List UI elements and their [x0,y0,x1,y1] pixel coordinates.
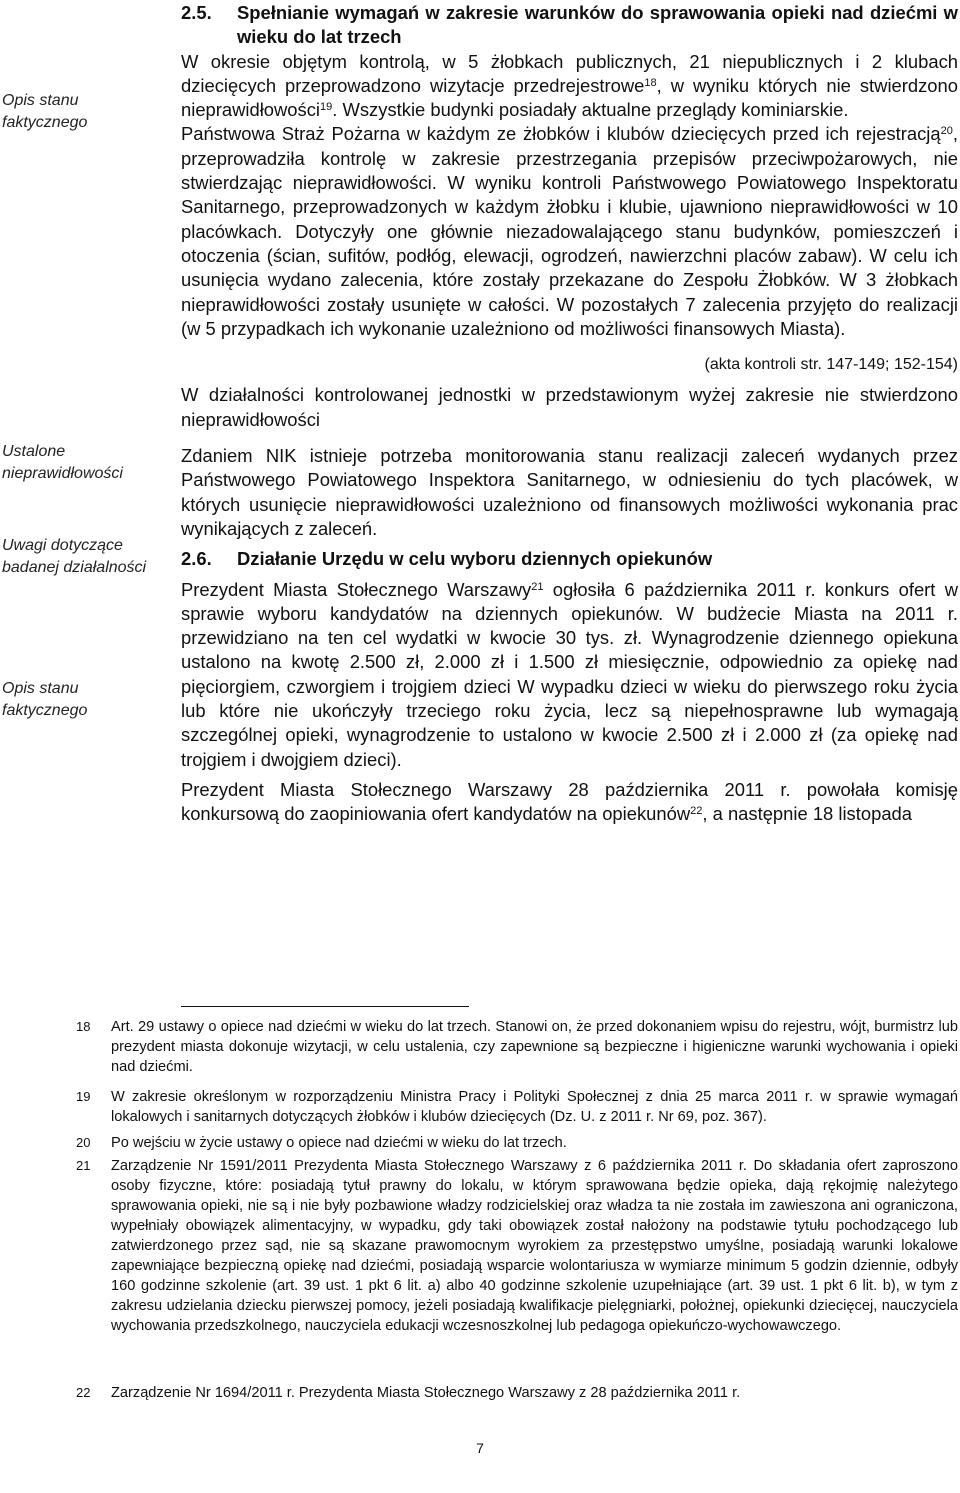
paragraph-remarks: Zdaniem NIK istnieje potrzeba monitorowania stanu realizacji zaleceń wydanych przez Państwowego Powiatowego Inspektora Sanitarnego, w odniesieniu do tych placówek, w których usunięcie nieprawidłowości uzależniono od finansowych możliwości wykonania prac wynikających z zaleceń. [181,445,958,539]
margin-note-line: Ustalone [2,443,66,460]
paragraph: Państwowa Straż Pożarna w każdym ze żłobków i klubów dziecięcych przed ich rejestracją$^{20}$, przeprowadziła kontrolę w zakresie przestrzegania przepisów przeciwpożarowych, nie stwierdzając nieprawidłowości. W wyniku kontroli Państwowego Powiatowego Inspektoratu Sanitarnego, przeprowadzonych w każdym żłobku i klubie, ujawniono nieprawidłowości w 10 placówkach. Dotyczyły one głównie niezadowalającego stanu budynków, pomieszczeń i otoczenia (ścian, sufitów, podłóg, elewacji, ogrodzeń, nawierzchni placów zabaw). W celu ich usunięcia wydano zalecenia, które zostały przekazane do Zespołu Żłobków. W 3 żłobkach nieprawidłowości zostały usunięte w całości. W pozostałych 7 zalecenia przyjęto do realizacji (w 5 przypadkach ich wykonanie uzależniono od możliwości finansowych Miasta). [181,123,958,339]
section-heading-2-5 [181,1,958,50]
paragraph: Prezydent Miasta Stołecznego Warszawy 28 października 2011 r. powołała komisję konkursową do zaopiniowania ofert kandydatów na opiekunów$^{22}$, a następnie 18 listopada [181,778,958,825]
footnote-ref[interactable]: 19 [320,101,333,114]
margin-note-opis-stanu-2 [2,678,162,722]
footnote-text: W zakresie określonym w rozporządzeniu Ministra Pracy i Polityki Społecznej z dnia 25 marca 2011 r. w sprawie wymagań lokalowych i sanitarnych dotyczących żłobków i klubów dziecięcych (Dz. U. z 2011 r. Nr 69, poz. 367). [111,1089,958,1125]
margin-note-line: Opis stanu [2,92,79,109]
footnote [0,1383,960,1403]
margin-note-line: Opis stanu [2,680,79,697]
paragraph: W okresie objętym kontrolą, w 5 żłobkach publicznych, 21 niepublicznych i 2 klubach dziecięcych przeprowadzono wizytacje przedrejestrowe$^{18}$, w wyniku których nie stwierdzono nieprawidłowości$^{19}$. Wszystkie budynki posiadały aktualne przeglądy kominiarskie. [181,50,958,121]
footnote-separator [181,1006,469,1007]
footnote-number: 21 [76,1158,91,1173]
margin-note-line: nieprawidłowości [2,465,123,482]
footnote-number: 19 [76,1089,91,1104]
footnote-ref[interactable]: 20 [940,125,953,138]
footnote-ref[interactable]: 22 [690,805,703,818]
page-number: 7 [476,1440,484,1456]
section-number: 2.6. [181,548,212,570]
footnote-text: Po wejściu w życie ustawy o opiece nad dziećmi w wieku do lat trzech. [111,1135,567,1151]
source-reference: (akta kontroli str. 147-149; 152-154) [704,356,958,374]
section-heading-2-6 [181,547,958,571]
footnote [0,1133,960,1153]
margin-note-line: faktycznego [2,702,88,719]
footnote-number: 20 [76,1135,91,1150]
paragraph: Prezydent Miasta Stołecznego Warszawy$^{21}$ ogłosiła 6 października 2011 r. konkurs ofert w sprawie wyboru kandydatów na dziennych opiekunów. W budżecie Miasta na 2011 r. przewidziano na ten cel wydatki w kwocie 30 tys. zł. Wynagrodzenie dziennego opiekuna ustalono na kwotę 2.500 zł, 2.000 zł i 1.500 zł miesięcznie, odpowiednio za opiekę nad pięciorgiem, czworgiem i trojgiem dzieci W wypadku dzieci w wieku do pierwszego roku życia lub które nie ukończyły trzeciego roku życia, lecz są niepełnosprawne lub wymagają szczególnej opieki, wynagrodzenie to ustalono w kwocie 2.500 zł i 2.000 zł (za opiekę nad trojgiem i dwojgiem dzieci). [181,578,958,770]
main-content [181,1,958,827]
footnote-ref[interactable]: 18 [644,76,657,89]
footnote-ref[interactable]: 21 [531,580,544,593]
footnote [0,1017,960,1077]
section-title: Działanie Urzędu w celu wyboru dziennych opiekunów [237,548,713,570]
margin-note-uwagi [2,535,162,579]
margin-note-opis-stanu [2,90,162,134]
footnote-text: Zarządzenie Nr 1694/2011 r. Prezydenta Miasta Stołecznego Warszawy z 28 października 2011 r. [111,1385,741,1401]
footnote [0,1087,960,1127]
section-number: 2.5. [181,2,212,23]
paragraph-findings: W działalności kontrolowanej jednostki w przedstawionym wyżej zakresie nie stwierdzono nieprawidłowości [181,384,958,430]
margin-note-line: faktycznego [2,114,88,131]
footnote-number: 18 [76,1019,91,1034]
margin-note-line: badanej działalności [2,559,147,576]
footnote-number: 22 [76,1385,91,1400]
footnote-text: Zarządzenie Nr 1591/2011 Prezydenta Miasta Stołecznego Warszawy z 6 października 2011 r. Do składania ofert zaproszono osoby fizyczne, które: posiadają tytuł prawny do lokalu, w którym sprawowana będzie opieka, dają rękojmię należytego sprawowania opieki, nie są i nie były pozbawione władzy rodzicielskiej oraz władza ta nie została im zawieszona ani ograniczona, wypełniały obowiązek alimentacyjny, w wypadku, gdy taki obowiązek został nałożony na podstawie tytułu pochodzącego lub zatwierdzonego przez sąd, nie są skazane prawomocnym wyrokiem za przestępstwo umyślne, posiadają warunki lokalowe zapewniające bezpieczną opiekę nad dziećmi, posiadają wsparcie wolontariusza w wymiarze minimum 5 godzin dziennie, odbyły 160 godzinne szkolenie (art. 39 ust. 1 pkt 6 lit. a) albo 40 godzinne szkolenie uzupełniające (art. 39 ust. 1 pkt 6 lit. b), w tym z zakresu udzielania dziecku pierwszej pomocy, jeżeli posiadają kwalifikacje pielęgniarki, położnej, opiekunki dziecięcej, nauczyciela wychowania przedszkolnego, nauczyciela edukacji wczesnoszkolnej lub pedagoga opiekuńczo-wychowawczego. [111,1158,958,1334]
footnote [0,1156,960,1336]
section-title: Spełnianie wymagań w zakresie warunków do sprawowania opieki nad dziećmi w wieku do lat trzech [237,2,958,48]
margin-note-ustalone [2,441,162,485]
margin-note-line: Uwagi dotyczące [2,537,123,554]
footnote-text: Art. 29 ustawy o opiece nad dziećmi w wieku do lat trzech. Stanowi on, że przed dokonaniem wpisu do rejestru, wójt, burmistrz lub prezydent miasta dokonuje wizytacji, w celu ustalenia, czy zapewnione są bezpieczne i higieniczne warunki wychowania i opieki nad dziećmi. [111,1019,958,1075]
